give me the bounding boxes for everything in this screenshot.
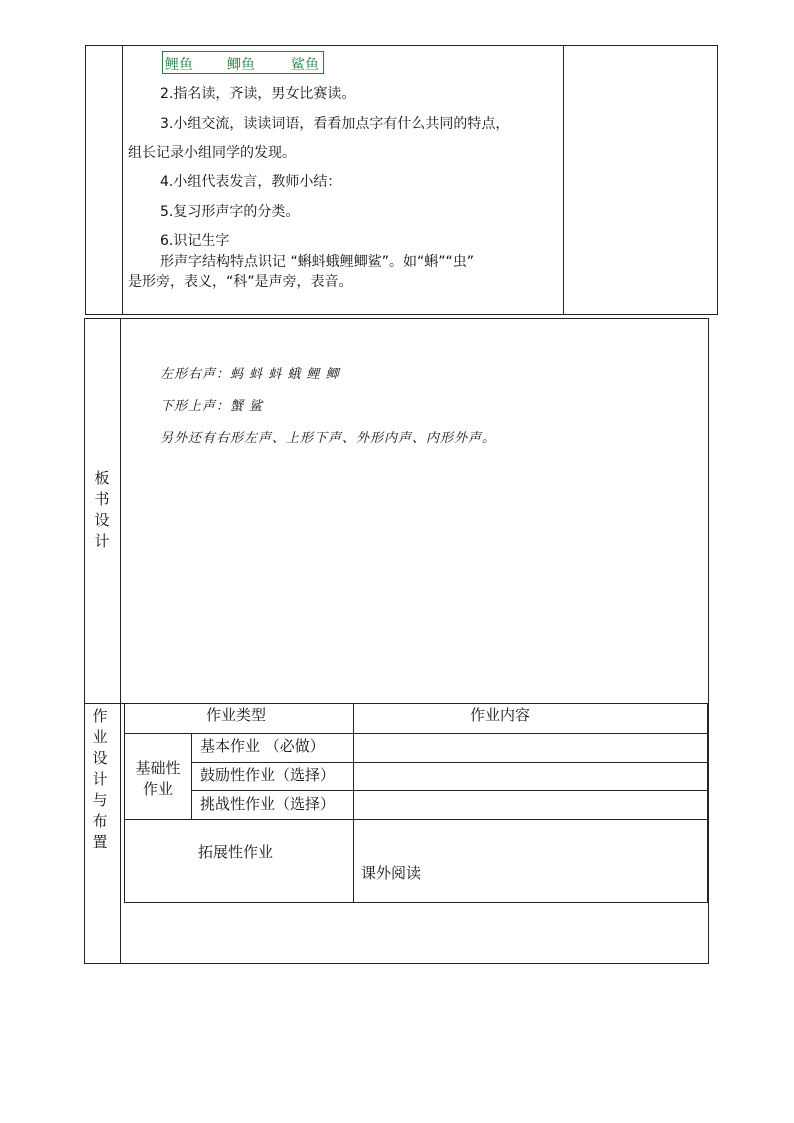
- section2-left-divider: [120, 318, 121, 964]
- board-design-label: [92, 468, 112, 552]
- vocab-word-3: 鲨鱼: [291, 57, 319, 73]
- vocab-highlight-box: [162, 51, 324, 74]
- board-design-label-text: 板书设计: [94, 469, 110, 550]
- homework-row-rule-2: [191, 790, 708, 791]
- lesson-left-divider: [122, 45, 123, 315]
- lesson-step-3-cont: 组长记录小组同学的发现。: [128, 145, 296, 161]
- lesson-step-2: 2.指名读，齐读，男女比赛读。: [160, 86, 356, 102]
- board-line-1: 左形右声：蚂 蚪 蚪 蛾 鲤 鲫: [160, 367, 340, 382]
- homework-header-rule: [124, 733, 708, 734]
- homework-row-encourage: 鼓励性作业（选择）: [200, 766, 336, 784]
- lesson-recognize-line-1: 形声字结构特点识记 “蝌蚪蛾鲤鲫鲨”。如“蝌”“虫”: [160, 254, 474, 270]
- lesson-step-5: 5.复习形声字的分类。: [160, 204, 300, 220]
- homework-design-label-text: 作业设计与布置: [92, 707, 108, 851]
- homework-header-type: 作业类型: [206, 706, 267, 724]
- homework-design-label: [90, 706, 110, 853]
- homework-column-divider: [353, 703, 354, 903]
- lesson-step-4: 4.小组代表发言，教师小结：: [160, 174, 342, 190]
- lesson-recognize-line-2: 是形旁，表义，“科”是声旁，表音。: [128, 274, 353, 290]
- homework-row-rule-3: [124, 819, 708, 820]
- board-line-2: 下形上声：蟹 鲨: [160, 399, 264, 414]
- homework-basic-divider: [191, 733, 192, 819]
- homework-header-content: 作业内容: [470, 706, 531, 724]
- lesson-step-3: 3.小组交流，读读词语，看看加点字有什么共同的特点，: [160, 116, 510, 132]
- lesson-step-6: 6.识记生字: [160, 233, 230, 249]
- homework-extended-content: 课外阅读: [361, 864, 422, 882]
- homework-row-basic: 基本作业 （必做）: [200, 737, 325, 755]
- lesson-right-divider: [563, 45, 564, 315]
- board-line-3: 另外还有右形左声、上形下声、外形内声、内形外声。: [160, 431, 497, 446]
- homework-basic-group: 基础性作业: [135, 759, 181, 798]
- homework-extended-label: 拓展性作业: [198, 843, 274, 861]
- homework-row-rule-1: [191, 762, 708, 763]
- vocab-word-2: 鲫鱼: [227, 57, 255, 73]
- vocab-word-1: 鲤鱼: [165, 57, 193, 73]
- homework-row-challenge: 挑战性作业（选择）: [200, 795, 336, 813]
